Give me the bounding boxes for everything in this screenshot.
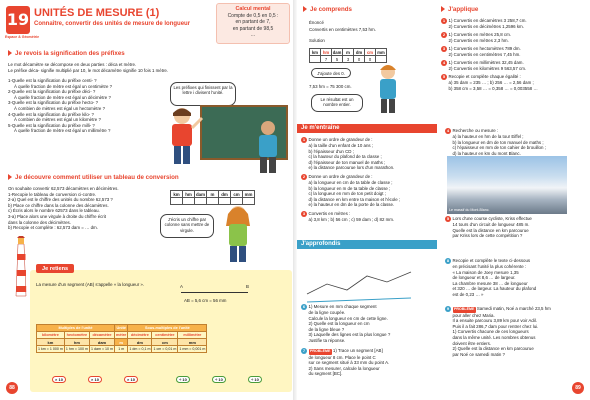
unit-abbr-cell: km	[37, 339, 65, 346]
unit-abbr-cell: dam	[89, 339, 114, 346]
exercise-text: 1) Convertis en décamètres 3 258,7 cm.	[448, 18, 527, 23]
multiply-by-10-pill: × 10	[88, 376, 102, 383]
exercise-text: du segment [BC].	[308, 371, 343, 377]
solution-table-header: mm	[377, 49, 385, 55]
exercise-number-badge: 6	[302, 304, 306, 309]
solution-result: 7,53 hm = 75 300 cm.	[309, 84, 352, 89]
exercise-text: a) 35 dam = 235 … ; b) 256 … = 2,56 dam ;	[448, 80, 534, 86]
unit-abbr-cell: hm	[64, 339, 89, 346]
exercise-number-badge: 1	[302, 137, 306, 142]
exercise-text: 2) Sans mesurer, calcule la longueur	[308, 365, 380, 371]
section-heading-text: Je découvre comment utiliser un tableau de conversion	[15, 174, 179, 181]
exercise-text: Donne un ordre de grandeur de :	[308, 173, 373, 179]
exercise-text: e) la hauteur en dm de la porte de la classe.	[308, 202, 395, 208]
exercise-text: par Noé ce samedi matin ?	[452, 351, 505, 357]
exercise-text: Calcule la longueur en cm de cette ligne.	[308, 315, 388, 321]
units-table	[36, 324, 207, 353]
units-group-submultiples: Sous-multiples de l'unité	[128, 325, 207, 332]
exercise-text: dans la même unité. Les nombres obtenus	[452, 334, 536, 340]
exercise-line	[445, 292, 587, 298]
instruction-line: dans la colonne des décimètres.	[8, 219, 71, 225]
exercise-line	[301, 371, 439, 377]
exercise-number-badge: 5	[442, 74, 446, 80]
exercise-text: doivent être entiers.	[452, 340, 492, 346]
prefix-questions	[8, 78, 158, 134]
unit-equivalence-cell: 1 cm = 0,01 m	[153, 347, 177, 351]
mental-math-line: ...	[250, 32, 256, 38]
question-line: 4-Quelle est la signification du préfixe kilo- ?	[8, 111, 94, 117]
section-heading-text: Je revois la signification des préfixes	[15, 50, 125, 57]
segment-measure: AB = 5,6 cm = 56 mm	[184, 298, 227, 303]
exercise-number-badge: 8	[446, 258, 450, 263]
solution-table-header: cm	[365, 49, 376, 56]
exercise-text: pour aller chez Maria.	[452, 312, 495, 318]
exercise-text: b) l'épaisseur d'un CD ;	[308, 148, 354, 154]
exercise-text: Justifie ta réponse.	[308, 337, 346, 343]
speech-bubble-zeros: J'ajoute des 0.	[311, 68, 351, 78]
units-group-unit: Unité	[116, 326, 126, 330]
question-subline: À quelle fraction de mètre est égal un millimètre ?	[14, 128, 111, 134]
solution-label: Solution	[309, 38, 325, 43]
conversion-table-header: hm	[183, 191, 195, 198]
exercise-text: b) 358 cm = 3,58 … = 0,358 … = 0,003558 …	[448, 85, 538, 91]
unit-equivalence-cell: 1 m	[115, 346, 128, 353]
unit-name-cell: mètre	[116, 333, 127, 337]
exercise-text: est de 0,23 … »	[452, 291, 484, 297]
page-subtitle: Connaître, convertir des unités de mesure de longueur	[34, 21, 191, 27]
exercise-text: Convertis en mètres :	[308, 210, 351, 216]
exercise-text: et 320 … de largeur. La hauteur du plafond	[452, 286, 537, 292]
deepen-exercise-8	[445, 258, 587, 298]
question-subline: À combien de mètres est égal un kilomètre ?	[14, 117, 101, 123]
exercise-number-badge: 5	[446, 216, 450, 221]
exercise-text: c) l'épaisseur en mm de ton cahier de brouillon ;	[452, 145, 546, 151]
conversion-table	[170, 190, 255, 205]
solution-table-header: hm	[321, 49, 332, 56]
multiply-by-10-pill: × 10	[52, 376, 66, 383]
left-page	[0, 0, 293, 400]
section-heading-text: J'applique	[448, 6, 479, 13]
exercise-line	[441, 52, 587, 58]
exercise-number-badge: 2	[442, 32, 446, 38]
exercise-line	[301, 165, 439, 171]
solution-table-cell: 0	[354, 56, 365, 63]
exercise-text: a) 3,8 km ; b) 56 cm ; c) 59 dam ; d) 82 mm.	[308, 216, 395, 222]
solution-table-cell: 5	[332, 56, 343, 63]
conversion-table-header: mm	[243, 191, 255, 198]
question-subline: À quelle fraction de mètre est égal un centimètre ?	[14, 83, 113, 89]
unit-abbr-cell: cm	[152, 339, 178, 346]
statement-text: Convertis en centimètres 7,53 hm.	[309, 27, 376, 32]
section-heading-deepen: J'approfondis	[297, 240, 437, 249]
teacher-illustration	[248, 118, 288, 174]
question-line: 5-Quelle est la signification du préfixe milli- ?	[8, 122, 95, 128]
apply-exercise	[441, 60, 587, 72]
mont-blanc-photo	[447, 156, 567, 214]
exercise-text: 2) Convertis en décimètres 1,2596 km.	[448, 24, 524, 29]
exercise-line	[445, 306, 587, 313]
unit-equivalence-cell: 1 km = 1 000 m	[38, 347, 63, 351]
solution-table-header: km	[310, 49, 321, 56]
instruction-line: b) Recopie et complète : 62,573 dam = … dm.	[8, 225, 98, 231]
exercise-text: de la ligne coupée.	[308, 310, 346, 315]
exercise-text: 2) Convertis en mètres 2,3 hm.	[448, 38, 509, 44]
intro-line: Le mot décamètre se décompose en deux parties : déca et mètre.	[8, 62, 137, 67]
unit-equivalence-cell: 1 mm = 0,001 m	[179, 347, 206, 351]
exercise-text: a) la taille d'un enfant de 10 ans ;	[308, 143, 374, 148]
lesson-number-badge: 19	[6, 6, 30, 34]
practice-exercise	[301, 137, 439, 171]
unit-equivalence-cell: 1 dam = 10 m	[90, 347, 114, 351]
exercise-line	[301, 217, 439, 223]
page-title: UNITÉS DE MESURE (1)	[34, 7, 160, 19]
lighthouse-mascot-icon	[14, 236, 28, 298]
exercise-text: de longueur et 8,6 … de largeur.	[452, 275, 516, 281]
deepen-exercise-6	[301, 304, 439, 344]
exercise-text: b) la longueur en m de ta table de classe ;	[308, 185, 391, 191]
exercise-number-badge: 4	[446, 128, 450, 133]
exercise-text: 1) Convertis en hectomètres 789 dm.	[448, 46, 521, 52]
apply-exercise	[441, 18, 587, 30]
instruction-line: 3-a) Place alors une virgule à droite du chiffre écrit	[8, 213, 107, 219]
exercise-number-badge: 2	[302, 173, 306, 179]
mental-math-line: en partant de 7,	[235, 19, 271, 25]
exercise-number-badge: 4	[442, 60, 446, 66]
unit-equivalence-cell: 1 hm = 100 m	[65, 347, 88, 351]
exercise-text: Quelle est la distance en km parcourue	[452, 227, 529, 233]
apply-exercise	[441, 46, 587, 58]
solution-table-header: m	[343, 49, 354, 56]
speech-bubble-result: Le résultat est un nombre entier.	[311, 94, 363, 112]
instruction-line: 2-a) Quel est le chiffre des unités du nombre 62,573 ?	[8, 197, 113, 203]
exercise-line	[441, 86, 587, 92]
section-heading-understand	[303, 6, 352, 13]
exercise-text: c) la hauteur du plafond de ta classe ;	[308, 154, 382, 160]
exercise-text: Lors d'une course cycliste, Kriss effectue	[452, 216, 532, 221]
exercise-text: sur ce segment situé à 33 mm du point A.	[308, 360, 390, 366]
solution-table-cell: 7	[321, 56, 332, 63]
multiply-by-10-pill: × 10	[124, 376, 138, 383]
exercise-line	[441, 24, 587, 30]
instruction-line: 1-Recopie le tableau de conversion ci-contre.	[8, 191, 97, 197]
exercise-line	[441, 38, 587, 44]
deepen-exercise-9	[445, 306, 587, 357]
unit-name-cell: décamètre	[89, 332, 114, 339]
apply-exercise	[441, 32, 587, 44]
units-group-multiples: Multiples de l'unité	[37, 325, 115, 332]
practice-exercises-left	[301, 137, 439, 226]
exercise-line	[445, 352, 587, 358]
exercise-text: par Kriss lors de cette compétition ?	[452, 233, 523, 239]
intro-paragraph	[8, 62, 288, 73]
conversion-table-cell	[207, 198, 219, 205]
divide-by-10-pill: ÷ 10	[248, 376, 262, 383]
question-subline: À quelle fraction de mètre est égal un décimètre ?	[14, 94, 111, 100]
intro-line: Le préfixe déca- signifie multiplié par 10, le mot décamètre signifie 10 fois 1 mètre.	[8, 67, 169, 73]
solution-table-header: dam	[332, 49, 342, 55]
exercise-text: Recopie et complète chaque égalité :	[448, 74, 521, 80]
exercise-line	[441, 66, 587, 72]
unit-name-cell: hectomètre	[64, 332, 89, 339]
exercise-text: Il a ensuite parcouru 3,89 km pour voir Adil.	[452, 318, 537, 324]
page-number-right: 89	[572, 382, 584, 394]
conversion-table-header: dam	[195, 191, 206, 197]
unit-name-cell: kilomètre	[37, 332, 65, 339]
exercise-text: La chambre mesure 38 … de longueur	[452, 280, 528, 286]
exercise-text: d) la distance en km entre ta maison et l'école ;	[308, 196, 401, 202]
exercise-text: 2) Quelle est la longueur en cm	[308, 321, 370, 327]
exercise-text: d) la hauteur en km du mont Blanc.	[452, 150, 521, 156]
exercise-text: 1) Convertis en millimètres 32,45 dam.	[448, 60, 524, 66]
mental-math-line: en partant de 98,5	[232, 25, 274, 32]
apply-exercises	[441, 18, 587, 94]
conversion-table-cell	[183, 198, 195, 205]
mental-math-box	[216, 3, 290, 44]
solution-conversion-table	[309, 48, 387, 63]
exercise-text: 1) Trace un segment [AB]	[332, 348, 383, 353]
unit-name-cell: millimètre	[178, 332, 207, 339]
exercise-text: a) la hauteur en hm de la tour Eiffel ;	[452, 134, 524, 139]
section-heading-conversion	[8, 174, 179, 181]
unit-equivalence-cell: 1 dm = 0,1 m	[129, 347, 151, 351]
conversion-table-header: dm	[219, 191, 231, 198]
conversion-table-cell	[195, 198, 207, 205]
exercise-text: 3) Laquelle des lignes est la plus longue ?	[308, 332, 391, 338]
section-heading-practice: Je m'entraîne	[297, 124, 437, 133]
unit-name-cell: centimètre	[152, 332, 178, 339]
right-page	[297, 0, 590, 400]
unit-name-cell: décimètre	[128, 332, 152, 339]
exercise-text: 1) Convertis en mètres 25,8 cm.	[448, 32, 511, 38]
exercise-text: a) la longueur en cm de ta table de classe ;	[308, 179, 393, 185]
unit-abbr-cell: mm	[178, 339, 207, 346]
remember-title: Je retiens	[36, 264, 74, 273]
exercise-number-badge: 9	[446, 306, 450, 311]
segment-label-b: B	[246, 284, 249, 289]
mental-math-title: Calcul mental	[235, 6, 271, 12]
exercise-line	[445, 233, 587, 239]
exercise-text: Recherche ou mesure :	[452, 128, 499, 133]
apply-exercise	[441, 74, 587, 91]
exercise-text: 2) Convertis en kilomètres 9 563,57 cm.	[448, 66, 527, 72]
exercise-text: Recopie et complète le texte ci-dessous	[452, 258, 531, 263]
conversion-table-header: km	[171, 191, 183, 198]
exercise-text: 2) Quelle est la distance en km parcourue	[452, 346, 534, 352]
triangle-bullet-icon	[8, 50, 12, 56]
exercise-text: Samedi matin, Noé a marché 23,5 hm	[476, 306, 551, 311]
instruction-line: On souhaite convertir 62,573 décamètres en décimètres.	[8, 186, 119, 191]
problem-tag: PROBLÈME	[454, 307, 475, 311]
practice-exercises-right	[445, 128, 587, 156]
instruction-line: c) Écris alors le nombre 62573 dans le tableau.	[8, 208, 100, 214]
instruction-line: b) Place ce chiffre dans la colonne des décamètres.	[8, 202, 109, 208]
exercise-text: de la ligne bleue ?	[308, 326, 345, 332]
exercise-text: « La maison de Joey mesure 1,35	[452, 269, 519, 275]
question-line: 3-Quelle est la signification du préfixe hecto- ?	[8, 100, 99, 106]
conversion-instructions	[8, 186, 168, 231]
exercise-number-badge: 3	[442, 46, 446, 52]
section-heading-prefixes	[8, 50, 125, 57]
solution-table-cell: 0	[365, 56, 376, 63]
statement-label: Énoncé	[309, 20, 324, 25]
exercise-text: 1) Mesure en mm chaque segment	[308, 304, 377, 309]
question-line: 1-Quelle est la signification du préfixe centi- ?	[8, 78, 97, 83]
page-number-left: 88	[6, 382, 18, 394]
practice-exercise-5	[445, 216, 587, 239]
exercise-number-badge: 7	[302, 348, 306, 353]
remember-text: La mesure d'un segment (AB) s'appelle « la longueur ».	[36, 282, 145, 287]
exercise-line	[301, 202, 439, 208]
section-heading-text: Je comprends	[310, 6, 352, 13]
solution-table-header: dm	[354, 49, 365, 56]
exercise-text: Puis il a fait 286,7 dam pour rentrer chez lui.	[452, 323, 539, 329]
exercise-text: de longueur 8 cm. Place le point C	[308, 354, 376, 360]
question-line: 2-Quelle est la signification du préfixe déci- ?	[8, 89, 96, 95]
section-heading-apply	[441, 6, 478, 13]
photo-caption: Le massif du Mont-Blanc.	[449, 208, 490, 212]
exercise-text: e) la distance parcourue lors d'un marathon.	[308, 165, 395, 171]
speech-bubble-prefixes: Les préfixes qui finissent par la lettre i divisent l'unité.	[170, 82, 236, 106]
exercise-number-badge: 3	[302, 210, 306, 216]
segment-label-a: A	[180, 284, 183, 289]
segment-lines-figure	[303, 254, 423, 310]
triangle-bullet-icon	[8, 174, 12, 180]
exercise-text: c) la longueur en mm de ton petit doigt ;	[308, 191, 386, 197]
solution-table-cell: 3	[343, 56, 354, 63]
lesson-tag: Espace & Géométrie	[5, 35, 40, 39]
segment-ab-line	[181, 292, 248, 293]
conversion-table-header: m	[207, 191, 219, 198]
solution-table-cell	[310, 56, 321, 63]
exercise-text: Donne un ordre de grandeur de :	[308, 137, 373, 142]
student-illustration	[160, 104, 204, 166]
speech-bubble-table: J'écris un chiffre par colonne sans mettre de virgule.	[160, 214, 214, 238]
exercise-text: 2) Convertis en centimètres 7,45 hm.	[448, 52, 521, 58]
practice-exercise	[301, 211, 439, 223]
exercise-text: d) l'épaisseur de ton manuel de maths ;	[308, 159, 386, 165]
divide-by-10-pill: ÷ 10	[176, 376, 190, 383]
divide-by-10-pill: ÷ 10	[212, 376, 226, 383]
unit-abbr-cell: dm	[128, 339, 152, 346]
conversion-table-header: cm	[231, 191, 243, 198]
triangle-bullet-icon	[441, 6, 445, 12]
girl-illustration	[218, 204, 258, 264]
unit-abbr-cell: m	[115, 339, 128, 346]
question-subline: À combien de mètres est égal un hectomètre ?	[14, 105, 106, 111]
exercise-text: b) la longueur en dm de ton manuel de maths ;	[452, 139, 544, 145]
practice-exercise	[301, 174, 439, 208]
exercise-text: 14 tours d'un circuit de longueur 485 m.	[452, 222, 530, 227]
exercise-line	[301, 348, 439, 355]
conversion-table-cell	[171, 198, 183, 205]
exercise-line	[301, 338, 439, 344]
boy-illustration	[371, 62, 405, 114]
exercise-number-badge: 1	[442, 18, 446, 23]
triangle-bullet-icon	[303, 6, 307, 12]
deepen-exercise-7	[301, 348, 439, 377]
exercise-text: en précisant l'unité la plus cohérente :	[452, 264, 527, 269]
problem-tag: PROBLÈME	[310, 349, 331, 353]
mental-math-line: Compte de 0,5 en 0,5 :	[227, 12, 279, 19]
exercise-text: 1) Convertis chacune de ces longueurs	[452, 329, 529, 335]
